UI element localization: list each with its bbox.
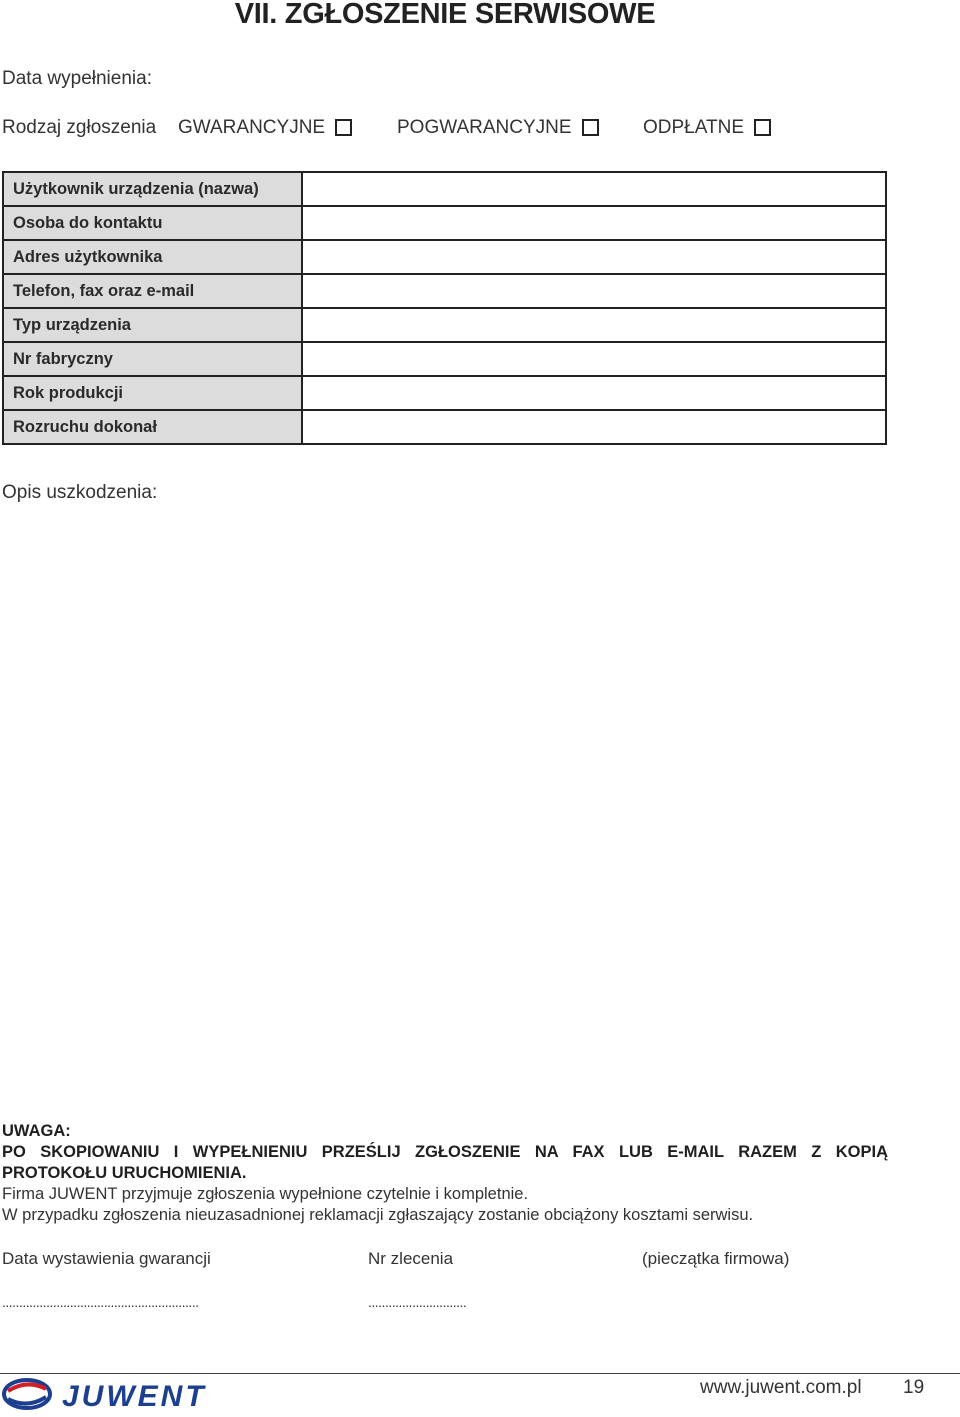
juwent-logo-graphic: [2, 1377, 267, 1411]
notice-heading: UWAGA:: [2, 1122, 71, 1140]
device-info-table: [2, 171, 887, 445]
post-warranty-checkbox[interactable]: [582, 119, 599, 136]
order-number-label: Nr zlecenia: [368, 1249, 454, 1268]
paid-checkbox[interactable]: [754, 119, 771, 136]
damage-description-label: Opis uszkodzenia:: [2, 482, 158, 503]
table-row: [3, 376, 886, 410]
device-user-label: Użytkownik urządzenia (nazwa): [3, 172, 302, 206]
phone-fax-email-label: Telefon, fax oraz e-mail: [3, 274, 302, 308]
damage-description-area[interactable]: [2, 515, 887, 1105]
production-year-field[interactable]: [302, 376, 886, 410]
production-year-label: Rok produkcji: [3, 376, 302, 410]
warranty-date-label: Data wystawienia gwarancji: [2, 1249, 211, 1268]
commissioned-by-field[interactable]: [302, 410, 886, 444]
notice-warning-line-1: PO SKOPIOWANIU I WYPEŁNIENIU PRZEŚLIJ ZGŁOSZENIE NA FAX LUB E-MAIL RAZEM Z KOPIĄ: [2, 1143, 888, 1161]
table-row: [3, 342, 886, 376]
footer-divider: [0, 1373, 960, 1374]
device-type-label: Typ urządzenia: [3, 308, 302, 342]
table-row: [3, 206, 886, 240]
notice-info-line-1: Firma JUWENT przyjmuje zgłoszenia wypełnione czytelnie i kompletnie.: [2, 1185, 529, 1203]
fill-date-label: Data wypełnienia:: [2, 68, 152, 89]
notice-info-line-2: W przypadku zgłoszenia nieuzasadnionej reklamacji zgłaszający zostanie obciążony kosztami serwisu.: [2, 1206, 754, 1224]
juwent-logo: [2, 1377, 267, 1411]
serial-number-label: Nr fabryczny: [3, 342, 302, 376]
table-row: [3, 308, 886, 342]
request-type-row: [2, 117, 745, 139]
post-warranty-option-label: POGWARANCYJNE: [397, 117, 572, 138]
company-stamp-label: (pieczątka firmowa): [642, 1249, 790, 1268]
svg-text:JUWENT: JUWENT: [62, 1380, 207, 1411]
device-user-field[interactable]: [302, 172, 886, 206]
user-address-label: Adres użytkownika: [3, 240, 302, 274]
notice-warning-line-2: PROTOKOŁU URUCHOMIENIA.: [2, 1164, 247, 1182]
table-row: [3, 410, 886, 444]
phone-fax-email-field[interactable]: [302, 274, 886, 308]
table-row: [3, 274, 886, 308]
order-number-field[interactable]: .............................: [368, 1294, 467, 1310]
contact-person-field[interactable]: [302, 206, 886, 240]
request-type-option-paid[interactable]: [643, 117, 771, 139]
table-row: [3, 240, 886, 274]
paid-option-label: ODPŁATNE: [643, 117, 745, 138]
warranty-option-label: GWARANCYJNE: [178, 117, 326, 138]
request-type-option-warranty[interactable]: [178, 117, 352, 139]
serial-number-field[interactable]: [302, 342, 886, 376]
commissioned-by-label: Rozruchu dokonał: [3, 410, 302, 444]
user-address-field[interactable]: [302, 240, 886, 274]
page-number: 19: [903, 1377, 925, 1398]
notice-block: [2, 1121, 888, 1226]
device-type-field[interactable]: [302, 308, 886, 342]
table-row: [3, 172, 886, 206]
warranty-date-field[interactable]: ..........................................................: [2, 1294, 199, 1310]
page-title: VII. ZGŁOSZENIE SERWISOWE: [234, 0, 656, 30]
website-link[interactable]: www.juwent.com.pl: [700, 1377, 862, 1398]
request-type-option-post-warranty[interactable]: [397, 117, 599, 139]
warranty-checkbox[interactable]: [335, 119, 352, 136]
request-type-label: Rodzaj zgłoszenia: [2, 117, 157, 138]
contact-person-label: Osoba do kontaktu: [3, 206, 302, 240]
